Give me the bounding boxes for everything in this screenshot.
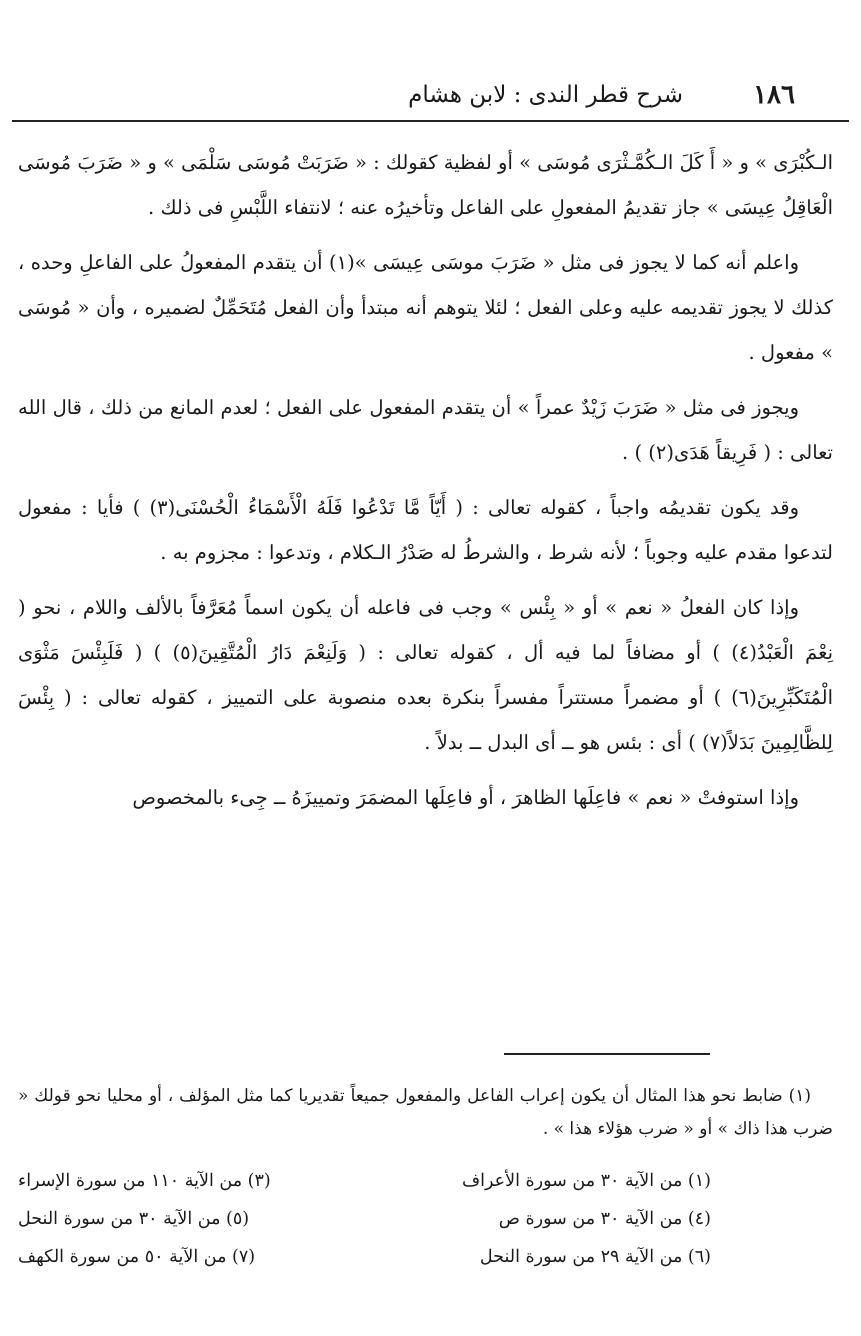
- page-number: ١٨٦: [753, 80, 795, 110]
- paragraph: وإذا كان الفعلُ « نعم » أو « بِئْس » وجب فى فاعله أن يكون اسماً مُعَرَّفاً بالألف واللام ، نحو ( نِعْمَ الْعَبْدُ(٤) ) أو مضافاً لما فيه أل ، كقوله تعالى : ( وَلَنِعْمَ دَارُ الْمُتَّقِينَ(٥) ) ( فَلَبِئْسَ مَثْوَى الْمُتَكَبِّرِينَ(٦) ) أو مضمراً مستتراً مفسراً بنكرة بعده منصوبة على التمييز ، كقوله تعالى : ( بِئْسَ لِلظَّالِمِينَ بَدَلاً(٧) ) أى : بئس هو ــ أى البدل ــ بدلاً .: [18, 596, 833, 754]
- reference-item: (٤) من الآية ٣٠ من سورة ص: [498, 1209, 711, 1229]
- reference-item: (٥) من الآية ٣٠ من سورة النحل: [18, 1209, 250, 1229]
- paragraph: وقد يكون تقديمُه واجباً ، كقوله تعالى : ( أَيّاً مَّا تَدْعُوا فَلَهُ الْأَسْمَاءُ الْحُسْنَى(٣) ) فأيا : مفعول لتدعوا مقدم عليه وجوباً ؛ لأنه شرط ، والشرطُ له صَدْرُ الـكلام ، وتدعوا : مجزوم به .: [18, 496, 833, 564]
- footnote-text: (١) ضابط نحو هذا المثال أن يكون إعراب الفاعل والمفعول جميعاً تقديريا كما مثل المؤلف ، أو محليا نحو قولك « ضرب هذا ذاك » أو « ضرب هؤلاء هذا » .: [18, 1086, 833, 1139]
- reference-row: [18, 1162, 711, 1200]
- reference-row: [18, 1238, 711, 1276]
- reference-item: (٣) من الآية ١١٠ من سورة الإسراء: [18, 1171, 271, 1191]
- header-rule: [12, 120, 849, 122]
- paragraph: وإذا استوفتْ « نعم » فاعِلَها الظاهرَ ، أو فاعِلَها المضمَرَ وتمييزَهُ ــ جِىء بالمخصوص: [132, 786, 799, 809]
- footnote-separator: [504, 1053, 710, 1055]
- verse-references: [18, 1162, 711, 1276]
- reference-item: (١) من الآية ٣٠ من سورة الأعراف: [461, 1171, 711, 1191]
- reference-item: (٧) من الآية ٥٠ من سورة الكهف: [18, 1247, 256, 1267]
- main-text: [18, 140, 833, 830]
- page-header: [35, 72, 833, 118]
- paragraph: واعلم أنه كما لا يجوز فى مثل « ضَرَبَ موسَى عِيسَى »(١) أن يتقدم المفعولُ على الفاعلِ وحده ، كذلك لا يجوز تقديمه عليه وعلى الفعل ؛ لئلا يتوهم أنه مبتدأ وأن الفعل مُتَحَمِّلٌ لضميره ، وأن « مُوسَى » مفعول .: [18, 251, 833, 364]
- reference-item: (٦) من الآية ٢٩ من سورة النحل: [479, 1247, 711, 1267]
- footnote-section: [18, 1080, 833, 1146]
- paragraph: الـكُبْرَى » و « أَ كَلَ الـكُمَّـثْرَى مُوسَى » أو لفظية كقولك : « ضَرَبَتْ مُوسَى سَلْمَى » و « ضَرَبَ مُوسَى الْعَاقِلُ عِيسَى » جاز تقديمُ المفعولِ على الفاعل وتأخيرُه عنه ؛ لانتفاء اللَّبْسِ فى ذلك .: [18, 151, 833, 219]
- running-title: شرح قطر الندى : لابن هشام: [408, 82, 684, 108]
- paragraph: ويجوز فى مثل « ضَرَبَ زَيْدٌ عمراً » أن يتقدم المفعول على الفعل ؛ لعدم المانع من ذلك ، قال الله تعالى : ( فَرِيقاً هَدَى(٢) ) .: [18, 396, 833, 464]
- reference-row: [18, 1200, 711, 1238]
